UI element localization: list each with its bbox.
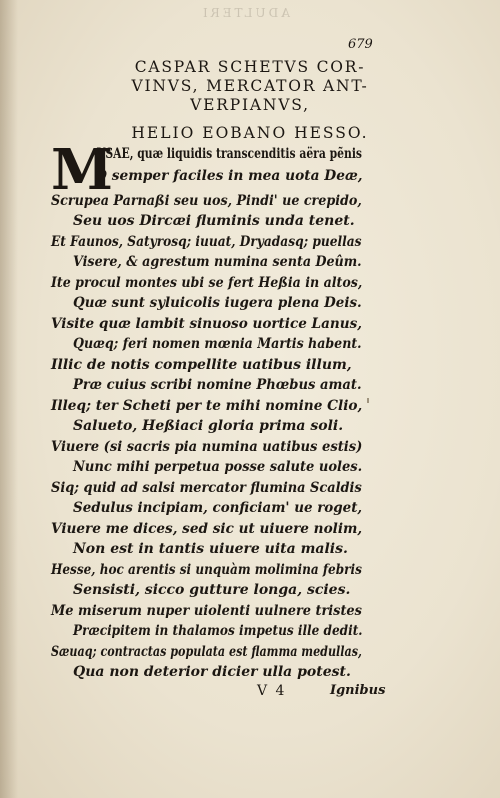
heading-line-1: CASPAR SCHETVS COR- bbox=[134, 58, 366, 76]
verse-line: O semper faciles in mea uota Deæ, bbox=[95, 168, 363, 184]
verse-line: Qua non deterior dicier ulla potest. bbox=[73, 664, 351, 680]
ink-speck bbox=[367, 398, 369, 403]
dedication-line: HELIO EOBANO HESSO. bbox=[131, 124, 369, 142]
verse-line: Sæuaq; contractas populata est flamma medullas, bbox=[51, 644, 362, 660]
verse-line: Salueto, Heßiaci gloria prima soli. bbox=[73, 418, 344, 434]
verse-line: Viuere me dices, sed sic ut uiuere nolim, bbox=[51, 521, 363, 537]
verse-line: Ite procul montes ubi se fert Heßia in altos, bbox=[51, 275, 363, 291]
verse-line: Illeq; ter Scheti per te mihi nomine Clio, bbox=[51, 398, 363, 414]
heading-line-2: VINVS, MERCATOR ANT- bbox=[131, 77, 369, 95]
verse-line: Me miserum nuper uiolenti uulnere tristes bbox=[51, 603, 362, 619]
verse-line: Quæ sunt syluicolis iugera plena Deis. bbox=[73, 295, 362, 311]
verse-line: VSAE, quæ liquidis transcenditis aëra pẽnis bbox=[97, 146, 363, 162]
verse-line: Et Faunos, Satyrosq; iuuat, Dryadasq; puellas bbox=[51, 234, 362, 250]
gutter-shadow bbox=[0, 0, 18, 798]
bleed-through-text: ADULTERI bbox=[200, 6, 290, 20]
verse-line: Sedulus incipiam, conficiam' ue roget, bbox=[73, 500, 363, 516]
signature-mark: V 4 bbox=[257, 683, 287, 699]
verse-line: Visite quæ lambit sinuoso uortice Lanus, bbox=[51, 316, 362, 332]
drop-capital: M bbox=[51, 137, 113, 203]
verse-line: Præcipitem in thalamos impetus ille dedit. bbox=[73, 623, 363, 639]
heading-line-3: VERPIANVS, bbox=[190, 96, 310, 114]
verse-line: Non est in tantis uiuere uita malis. bbox=[73, 541, 348, 557]
verse-line: Viuere (si sacris pia numina uatibus estis) bbox=[51, 439, 363, 455]
page-number: 679 bbox=[348, 37, 373, 52]
catchword: Ignibus bbox=[330, 683, 386, 698]
verse-line: Scrupea Parnaßi seu uos, Pindi' ue crepido, bbox=[51, 193, 362, 209]
verse-line: Nunc mihi perpetua posse salute uoles. bbox=[73, 459, 363, 475]
verse-line: Illic de notis compellite uatibus illum, bbox=[51, 357, 352, 373]
verse-line: Sensisti, sicco gutture longa, scies. bbox=[73, 582, 351, 598]
verse-line: Siq; quid ad salsi mercator flumina Scaldis bbox=[51, 480, 362, 496]
verse-line: Hesse, hoc arentis si unquàm molimina febris bbox=[51, 562, 362, 578]
verse-line: Seu uos Dircæi fluminis unda tenet. bbox=[73, 213, 355, 229]
verse-line: Quæq; feri nomen mœnia Martis habent. bbox=[73, 336, 362, 352]
verse-line: Præ cuius scribi nomine Phœbus amat. bbox=[73, 377, 362, 393]
verse-line: Visere, & agrestum numina senta Deûm. bbox=[73, 254, 362, 270]
